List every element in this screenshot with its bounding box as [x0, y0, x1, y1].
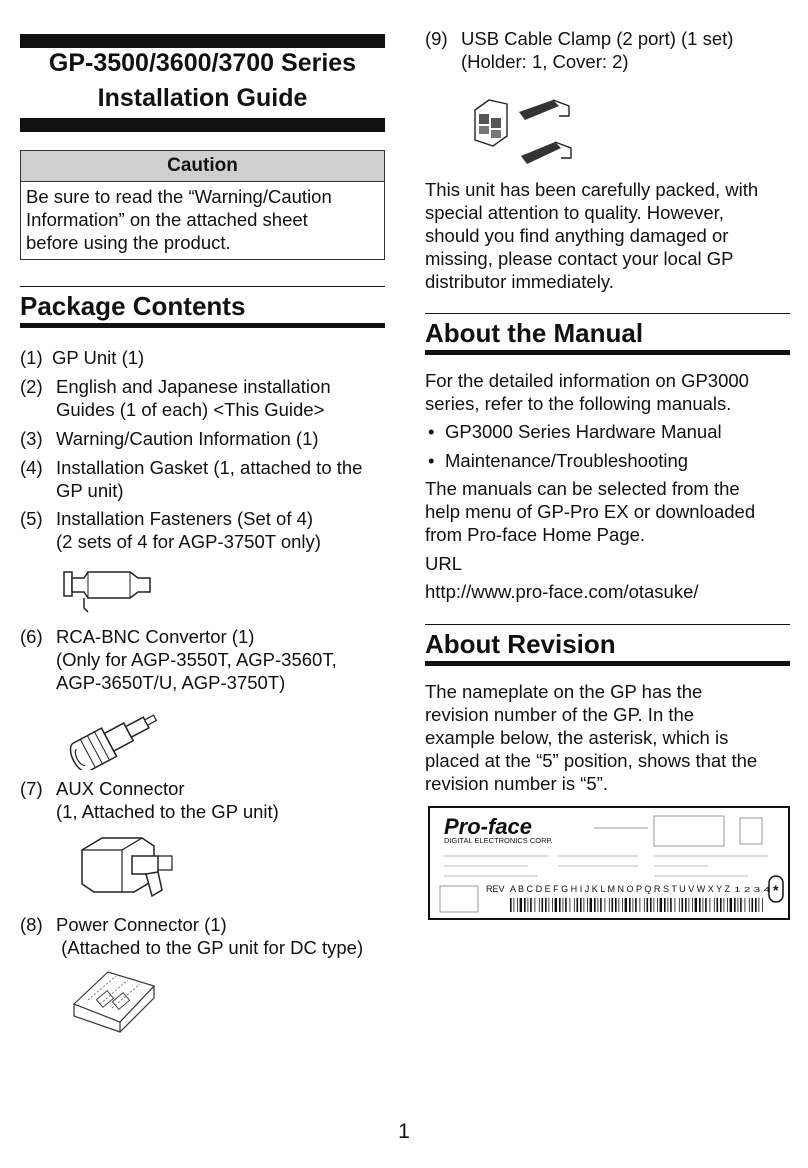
item-number: (1) — [20, 347, 43, 368]
item-text: AGP-3650T/U, AGP-3750T) — [56, 672, 286, 693]
item-number: (7) — [20, 778, 43, 799]
packing-note — [425, 178, 790, 293]
power-connector-illustration — [68, 964, 160, 1034]
revision-line: revision number of the GP. In the — [425, 704, 695, 725]
caution-body — [21, 182, 384, 257]
manual-intro-line: series, refer to the following manuals. — [425, 393, 732, 414]
revision-line: placed at the “5” position, shows that the — [425, 750, 758, 771]
item-number: (6) — [20, 626, 43, 647]
nameplate-rev-digits: 1 2 3 4 — [734, 885, 770, 894]
item-text: Installation Fasteners (Set of 4) — [56, 508, 314, 529]
item-text: GP Unit (1) — [52, 347, 145, 368]
usb-cable-clamp-illustration — [469, 92, 579, 174]
caution-line: before using the product. — [26, 232, 231, 253]
section-rule — [425, 350, 790, 355]
revision-line: revision number is “5”. — [425, 773, 609, 794]
item-text: AUX Connector — [56, 778, 185, 799]
section-rule — [20, 323, 385, 328]
packing-note-line: distributor immediately. — [425, 271, 614, 292]
revision-body — [425, 680, 790, 795]
title-line-2: Installation Guide — [97, 84, 308, 112]
caution-heading: Caution — [21, 151, 384, 182]
packing-note-line: missing, please contact your local GP — [425, 248, 734, 269]
item-text: Guides (1 of each) <This Guide> — [56, 399, 325, 420]
caution-box — [20, 150, 385, 260]
item-text: (Only for AGP-3550T, AGP-3560T, — [56, 649, 337, 670]
fastener-illustration — [58, 564, 158, 616]
manual-intro-line: For the detailed information on GP3000 — [425, 370, 749, 391]
item-text: (Attached to the GP unit for DC type) — [56, 937, 364, 958]
packing-note-line: should you find anything damaged or — [425, 225, 729, 246]
manual-details-line: The manuals can be selected from the — [425, 478, 740, 499]
manual-details-line: from Pro-face Home Page. — [425, 524, 646, 545]
item-text: Installation Gasket (1, attached to the — [56, 457, 363, 478]
revision-line: example below, the asterisk, which is — [425, 727, 729, 748]
rca-bnc-convertor-illustration — [56, 700, 168, 770]
manual-bullet-text: GP3000 Series Hardware Manual — [445, 421, 722, 442]
title-bottom-bar — [20, 118, 385, 132]
section-rule — [425, 661, 790, 666]
about-manual-title: About the Manual — [425, 313, 790, 350]
item-number: (8) — [20, 914, 43, 935]
caution-line: Be sure to read the “Warning/Caution — [26, 186, 332, 207]
item-number: (9) — [425, 28, 448, 49]
nameplate-rev-marker: * — [773, 882, 779, 898]
manual-intro — [425, 369, 790, 415]
item-text: GP unit) — [56, 480, 124, 501]
manual-url: http://www.pro-face.com/otasuke/ — [425, 581, 699, 602]
revision-line: The nameplate on the GP has the — [425, 681, 703, 702]
nameplate-rev-letters: A B C D E F G H I J K L M N O P Q R S T U V W X Y Z — [510, 884, 731, 894]
item-text: (Holder: 1, Cover: 2) — [461, 51, 629, 72]
nameplate-illustration — [428, 806, 790, 920]
item-text: (2 sets of 4 for AGP-3750T only) — [56, 531, 321, 552]
item-text: Warning/Caution Information (1) — [56, 428, 319, 449]
nameplate-brand: Pro-face — [444, 814, 533, 839]
page-number: 1 — [398, 1120, 410, 1143]
item-text: Power Connector (1) — [56, 914, 227, 935]
about-revision-title: About Revision — [425, 624, 790, 661]
manual-bullet-text: Maintenance/Troubleshooting — [445, 450, 689, 471]
title-line-1: GP-3500/3600/3700 Series — [48, 49, 357, 77]
item-text: English and Japanese installation — [56, 376, 331, 397]
item-text: (1, Attached to the GP unit) — [56, 801, 279, 822]
caution-line: Information” on the attached sheet — [26, 209, 308, 230]
aux-connector-illustration — [72, 832, 182, 902]
packing-note-line: special attention to quality. However, — [425, 202, 724, 223]
manual-details — [425, 477, 790, 546]
nameplate-company: DIGITAL ELECTRONICS CORP. — [444, 836, 553, 845]
nameplate-rev-label: REV — [486, 884, 505, 894]
item-number: (4) — [20, 457, 43, 478]
url-label: URL — [425, 553, 463, 574]
item-text: RCA-BNC Convertor (1) — [56, 626, 255, 647]
manual-details-line: help menu of GP-Pro EX or downloaded — [425, 501, 756, 522]
page-title — [20, 46, 385, 116]
item-text: USB Cable Clamp (2 port) (1 set) — [461, 28, 734, 49]
package-contents-title: Package Contents — [20, 286, 385, 323]
packing-note-line: This unit has been carefully packed, with — [425, 179, 759, 200]
item-number: (2) — [20, 376, 43, 397]
item-number: (3) — [20, 428, 43, 449]
item-number: (5) — [20, 508, 43, 529]
